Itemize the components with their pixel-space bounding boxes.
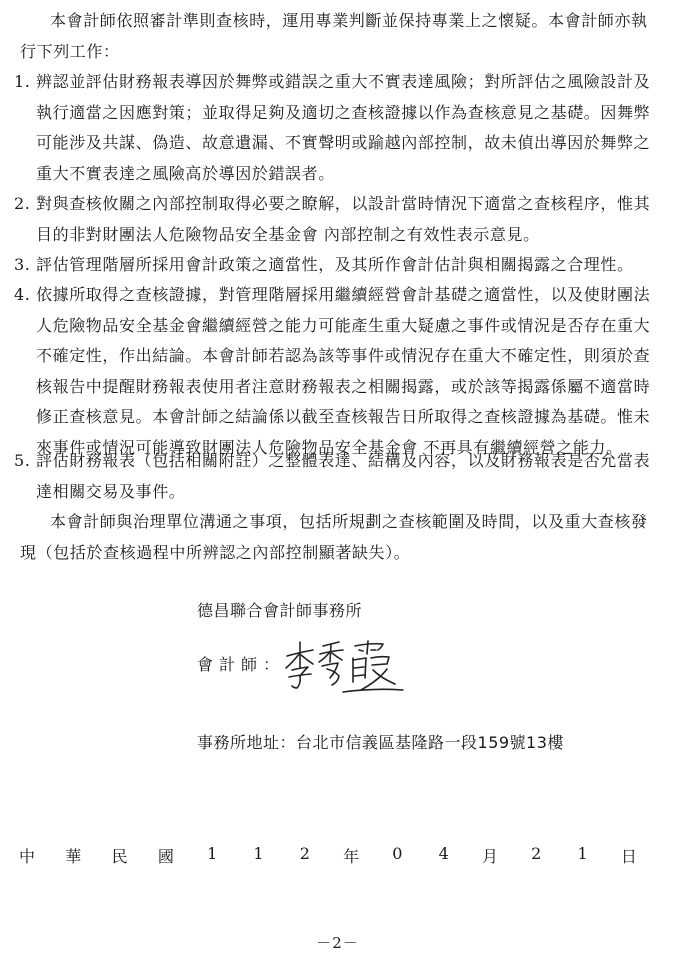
item-number: 5. — [14, 451, 31, 470]
date-char: 月 — [481, 847, 498, 866]
firm-name: 德昌聯合會計師事務所 — [197, 601, 363, 620]
date-char: 中 — [18, 847, 35, 866]
item-number: 4. — [14, 285, 31, 304]
accountant-label: 會計師： — [197, 655, 286, 674]
item-number: 3. — [14, 255, 31, 274]
date-char: 華 — [65, 847, 82, 866]
firm-address — [197, 730, 564, 753]
item-text: 依據所取得之查核證據，對管理階層採用繼續經營會計基礎之適當性，以及使財團法人危險物品安全基金會繼續經營之能力可能產生重大疑慮之事件或情況是否存在重大不確定性，作出結論。本會計師若認為該等事件或情況存在重大不確定性，則須於查核報告中提醒財務報表使用者注意財務報表之相關揭露，或於該等揭露係屬不適當時修正查核意見。本會計師之結論係以截至查核報告日所取得之查核證據為基礎。惟未來事件或情況可能導致財團法人危險物品安全基金會 不再具有繼續經營之能力。 — [36, 285, 651, 457]
procedure-item-1 — [14, 67, 664, 189]
item-text: 對與查核攸關之內部控制取得必要之瞭解，以設計當時情況下適當之查核程序，惟其目的非對財團法人危險物品安全基金會 內部控制之有效性表示意見。 — [36, 194, 651, 244]
procedure-item-5 — [14, 446, 664, 507]
date-char: 1 — [577, 844, 588, 863]
procedure-item-4 — [14, 280, 664, 463]
date-char: 1 — [207, 844, 218, 863]
item-text: 辨認並評估財務報表導因於舞弊或錯誤之重大不實表達風險；對所評估之風險設計及執行適當之因應對策；並取得足夠及適切之查核證據以作為查核意見之基礎。因舞弊可能涉及共謀、偽造、故意遺漏、不實聲明或踰越內部控制，故未偵出導因於舞弊之重大不實表達之風險高於導因於錯誤者。 — [36, 72, 651, 183]
date-char: 4 — [438, 844, 449, 863]
page-number: －2－ — [316, 934, 359, 952]
item-text: 評估財務報表（包括相關附註）之整體表達、結構及內容，以及財務報表是否允當表達相關交易及事件。 — [36, 451, 651, 501]
procedure-item-3 — [14, 250, 664, 281]
address-label: 事務所地址： — [197, 733, 297, 752]
date-char: 年 — [343, 847, 360, 866]
date-char: 國 — [157, 847, 174, 866]
report-date — [18, 844, 638, 867]
item-number: 2. — [14, 194, 31, 213]
date-char: 2 — [299, 844, 310, 863]
closing-paragraph: 本會計師與治理單位溝通之事項，包括所規劃之查核範圍及時間，以及重大查核發現（包括於查核過程中所辨認之內部控制顯著缺失）。 — [20, 512, 648, 562]
address-value: 台北市信義區基隆路一段159號13樓 — [296, 733, 564, 752]
item-text: 評估管理階層所採用會計政策之適當性，及其所作會計估計與相關揭露之合理性。 — [36, 255, 634, 274]
item-number: 1. — [14, 72, 31, 91]
handwritten-signature — [283, 638, 408, 694]
intro-paragraph: 本會計師依照審計準則查核時，運用專業判斷並保持專業上之懷疑。本會計師亦執行下列工作： — [20, 11, 648, 61]
date-char: 1 — [253, 844, 264, 863]
procedure-item-2 — [14, 189, 664, 250]
date-char: 日 — [620, 847, 637, 866]
date-char: 0 — [392, 844, 403, 863]
date-char: 2 — [531, 844, 542, 863]
date-char: 民 — [111, 847, 128, 866]
